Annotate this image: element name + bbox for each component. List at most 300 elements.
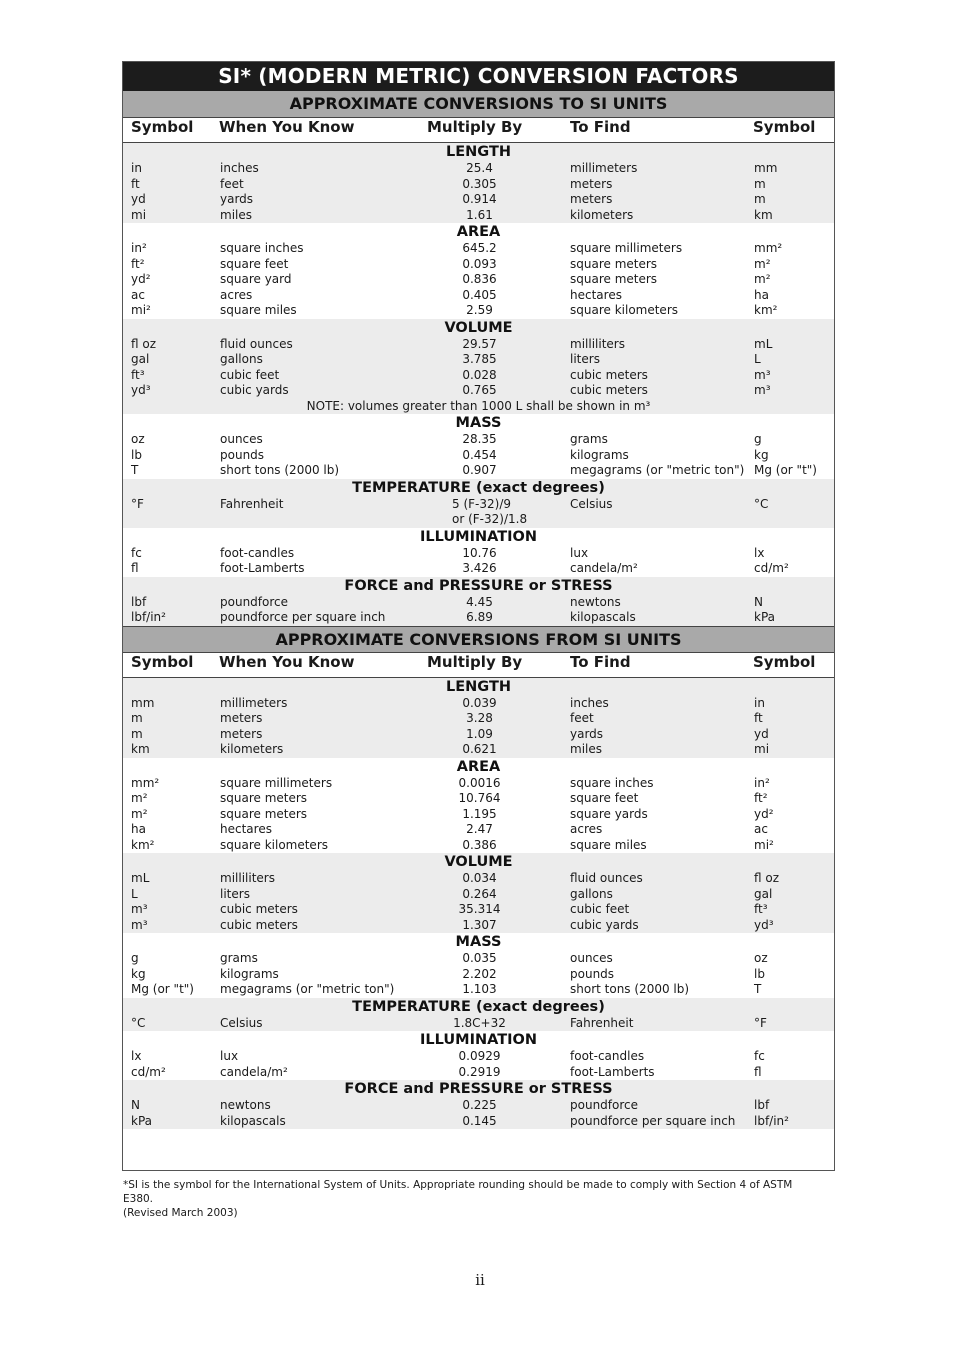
section-title: ILLUMINATION [420, 1032, 537, 1048]
cell-symbol: °F [131, 496, 144, 511]
cell-multiply-by: 0.145 [462, 1113, 497, 1128]
cell-when-you-know: short tons (2000 lb) [220, 463, 340, 477]
cell-symbol-result: mi [754, 742, 770, 756]
cell-symbol-result: lb [754, 966, 765, 981]
cell-when-you-know: hectares [220, 822, 272, 836]
cell-to-find: kilograms [570, 447, 629, 462]
cell-to-find: pounds [570, 966, 615, 981]
section [123, 319, 834, 415]
cell-symbol-result: m³ [754, 367, 771, 382]
cell-when-you-know: ounces [220, 432, 263, 446]
cell-symbol-result: m² [754, 256, 771, 271]
cell-to-find: cubic meters [570, 367, 648, 382]
cell-when-you-know: cubic meters [220, 902, 298, 916]
cell-symbol: km [131, 742, 150, 756]
cell-symbol: in² [131, 241, 147, 255]
to-si-heading: APPROXIMATE CONVERSIONS TO SI UNITS [123, 91, 834, 118]
cell-symbol: oz [131, 432, 145, 446]
column-when-you-know: When You Know [219, 118, 355, 136]
table-row [123, 512, 834, 528]
cell-symbol-result: mm² [754, 241, 783, 255]
cell-when-you-know: square yard [220, 272, 292, 286]
table-row [123, 807, 834, 823]
column-symbol: Symbol [131, 118, 194, 136]
table-row [123, 918, 834, 934]
table-row [123, 352, 834, 368]
cell-symbol-result: gal [754, 886, 773, 901]
cell-to-find: grams [570, 432, 608, 446]
cell-when-you-know: miles [220, 207, 252, 222]
cell-to-find: kilometers [570, 207, 634, 222]
table-row [123, 303, 834, 319]
cell-to-find: gallons [570, 886, 613, 901]
table-row [123, 1016, 834, 1032]
section-title: MASS [455, 934, 502, 950]
section [123, 758, 834, 854]
cell-when-you-know: millimeters [220, 695, 288, 710]
cell-to-find: millimeters [570, 161, 638, 175]
table-row [123, 982, 834, 998]
cell-symbol-result: mm [754, 161, 778, 175]
cell-when-you-know: yards [220, 192, 254, 206]
cell-multiply-by: 0.039 [462, 695, 497, 710]
cell-symbol-result: lx [754, 545, 765, 560]
cell-symbol: lbf/in² [131, 610, 166, 624]
cell-symbol-result: oz [754, 951, 768, 965]
cell-symbol-result: km² [754, 303, 778, 317]
cell-when-you-know: foot-Lamberts [220, 561, 305, 575]
cell-multiply-by: 29.57 [462, 336, 497, 351]
cell-symbol-result: Mg (or "t") [754, 463, 817, 477]
cell-symbol-result: yd [754, 726, 769, 741]
cell-to-find: acres [570, 822, 603, 836]
table-row [123, 177, 834, 193]
section [123, 143, 834, 223]
cell-to-find: short tons (2000 lb) [570, 982, 690, 996]
column-symbol-result: Symbol [753, 118, 816, 136]
table-row [123, 711, 834, 727]
cell-when-you-know: pounds [220, 447, 265, 462]
cell-symbol: mm [131, 695, 155, 710]
section-title: AREA [456, 758, 501, 775]
cell-symbol-result: ft [754, 711, 763, 725]
cell-symbol-result: lbf/in² [754, 1113, 789, 1128]
cell-symbol-result: m [754, 176, 766, 191]
cell-symbol: kg [131, 966, 146, 981]
cell-multiply-by: 10.764 [458, 791, 501, 805]
cell-multiply-by: 3.426 [462, 561, 497, 575]
cell-symbol: yd [131, 192, 146, 206]
cell-to-find: square meters [570, 256, 658, 271]
cell-to-find: cubic feet [570, 902, 630, 916]
cell-to-find: square meters [570, 272, 658, 286]
to-si-body [123, 143, 834, 626]
column-when-you-know: When You Know [219, 652, 355, 671]
cell-when-you-know: square meters [220, 806, 308, 821]
cell-symbol: L [131, 886, 138, 901]
cell-when-you-know: cubic feet [220, 367, 280, 382]
cell-when-you-know: feet [220, 176, 244, 191]
cell-symbol: yd³ [131, 383, 151, 397]
cell-when-you-know: square feet [220, 256, 289, 271]
cell-symbol: mL [131, 871, 150, 885]
to-si-column-headers [123, 118, 834, 143]
cell-multiply-by: 6.89 [466, 610, 493, 624]
cell-when-you-know: megagrams (or "metric ton") [220, 982, 395, 996]
table-row [123, 595, 834, 611]
cell-when-you-know: cubic meters [220, 917, 298, 932]
cell-to-find: foot-Lamberts [570, 1064, 655, 1079]
table-row [123, 192, 834, 208]
section-title: TEMPERATURE (exact degrees) [352, 998, 605, 1015]
cell-to-find: candela/m² [570, 561, 638, 575]
cell-symbol: m² [131, 791, 148, 805]
table-row [123, 241, 834, 257]
table-row [123, 497, 834, 513]
table-row [123, 887, 834, 903]
cell-multiply-by: or (F-32)/1.8 [452, 512, 528, 526]
section-note: NOTE: volumes greater than 1000 L shall be shown in m³ [306, 398, 651, 413]
table-row [123, 967, 834, 983]
cell-to-find: miles [570, 742, 602, 756]
cell-multiply-by: 0.225 [462, 1098, 497, 1112]
cell-symbol: cd/m² [131, 1064, 166, 1079]
footnote-text: *SI is the symbol for the International System of Units. Appropriate rounding should be made to comply with Section 4 of ASTM E380. [123, 1179, 793, 1205]
section-title: FORCE and PRESSURE or STRESS [344, 577, 613, 594]
cell-multiply-by: 0.264 [462, 886, 497, 901]
cell-multiply-by: 0.386 [462, 837, 497, 852]
cell-symbol-result: kg [754, 447, 769, 462]
cell-multiply-by: 0.914 [462, 192, 497, 206]
table-row [123, 610, 834, 626]
cell-multiply-by: 0.035 [462, 951, 497, 965]
cell-to-find: meters [570, 192, 613, 206]
cell-multiply-by: 3.28 [466, 711, 493, 725]
cell-multiply-by: 0.836 [462, 272, 497, 286]
table-row [123, 696, 834, 712]
cell-symbol: kPa [131, 1113, 152, 1128]
cell-symbol-result: ft² [754, 791, 768, 805]
cell-when-you-know: milliliters [220, 871, 275, 885]
table-title: SI* (MODERN METRIC) CONVERSION FACTORS [123, 62, 834, 91]
cell-multiply-by: 3.785 [462, 352, 497, 366]
cell-symbol: lx [131, 1049, 142, 1063]
cell-to-find: square yards [570, 806, 648, 821]
cell-symbol-result: T [754, 982, 762, 996]
table-row [123, 902, 834, 918]
cell-symbol-result: mi² [754, 837, 774, 852]
cell-symbol: km² [131, 837, 155, 852]
cell-symbol: m³ [131, 902, 148, 916]
cell-when-you-know: poundforce [220, 594, 289, 609]
cell-symbol-result: mL [754, 336, 773, 351]
cell-symbol-result: fc [754, 1049, 765, 1063]
cell-multiply-by: 645.2 [462, 241, 497, 255]
cell-symbol: ac [131, 287, 145, 302]
column-multiply-by: Multiply By [427, 118, 523, 136]
cell-symbol: gal [131, 352, 150, 366]
section-title: AREA [456, 224, 501, 240]
section-title: LENGTH [446, 678, 511, 695]
cell-to-find: Fahrenheit [570, 1015, 634, 1030]
cell-symbol: lb [131, 447, 142, 462]
section [123, 479, 834, 528]
section [123, 998, 834, 1032]
section-title: LENGTH [446, 144, 511, 160]
table-row [123, 1065, 834, 1081]
cell-symbol-result: lbf [754, 1098, 770, 1112]
cell-symbol: °C [131, 1015, 146, 1030]
cell-multiply-by: 2.59 [466, 303, 493, 317]
cell-multiply-by: 0.305 [462, 176, 497, 191]
cell-when-you-know: cubic yards [220, 383, 289, 397]
cell-to-find: lux [570, 545, 589, 560]
cell-symbol: fc [131, 545, 142, 560]
table-row [123, 951, 834, 967]
cell-to-find: kilopascals [570, 610, 636, 624]
cell-symbol: ft³ [131, 367, 145, 382]
cell-symbol-result: yd³ [754, 917, 774, 932]
cell-when-you-know: meters [220, 726, 263, 741]
cell-multiply-by: 1.195 [462, 806, 497, 821]
table-row [123, 727, 834, 743]
table-row [123, 208, 834, 224]
section [123, 528, 834, 577]
cell-symbol-result: m [754, 192, 766, 206]
cell-multiply-by: 0.454 [462, 447, 497, 462]
table-row [123, 257, 834, 273]
table-row [123, 822, 834, 838]
table-row [123, 838, 834, 854]
from-si-column-headers [123, 653, 834, 678]
cell-when-you-know: foot-candles [220, 545, 295, 560]
cell-symbol: m [131, 711, 143, 725]
cell-when-you-know: liters [220, 886, 250, 901]
cell-multiply-by: 28.35 [462, 432, 497, 446]
column-symbol: Symbol [131, 652, 194, 671]
section [123, 678, 834, 758]
footnote [123, 1178, 823, 1220]
cell-when-you-know: acres [220, 287, 253, 302]
section [123, 853, 834, 933]
table-row [123, 561, 834, 577]
cell-multiply-by: 1.8C+32 [453, 1015, 506, 1030]
table-row [123, 776, 834, 792]
table-row [123, 432, 834, 448]
table-row [123, 337, 834, 353]
cell-when-you-know: inches [220, 161, 259, 175]
table-row [123, 463, 834, 479]
cell-symbol-result: ac [754, 822, 768, 836]
cell-to-find: poundforce [570, 1098, 639, 1112]
cell-when-you-know: kilometers [220, 742, 284, 756]
section [123, 414, 834, 479]
cell-multiply-by: 0.093 [462, 256, 497, 271]
section [123, 1080, 834, 1129]
cell-symbol: ft [131, 176, 140, 191]
cell-symbol: yd² [131, 272, 151, 286]
conversion-table [122, 61, 835, 1171]
cell-to-find: foot-candles [570, 1049, 645, 1063]
cell-multiply-by: 0.0929 [458, 1049, 501, 1063]
cell-symbol: Mg (or "t") [131, 982, 194, 996]
cell-multiply-by: 4.45 [466, 594, 493, 609]
cell-to-find: megagrams (or "metric ton") [570, 463, 745, 477]
cell-to-find: square inches [570, 775, 654, 790]
cell-multiply-by: 2.47 [466, 822, 493, 836]
cell-to-find: hectares [570, 287, 622, 302]
cell-to-find: feet [570, 711, 594, 725]
cell-to-find: milliliters [570, 336, 625, 351]
section [123, 1031, 834, 1080]
cell-symbol-result: g [754, 432, 762, 446]
cell-when-you-know: candela/m² [220, 1064, 288, 1079]
cell-when-you-know: fluid ounces [220, 336, 293, 351]
cell-symbol-result: in² [754, 775, 770, 790]
section-title: FORCE and PRESSURE or STRESS [344, 1081, 613, 1097]
cell-symbol-result: in [754, 695, 765, 710]
section-title: MASS [455, 415, 502, 431]
cell-symbol-result: ft³ [754, 902, 768, 916]
cell-symbol-result: kPa [754, 610, 775, 624]
cell-when-you-know: square kilometers [220, 837, 328, 852]
cell-symbol-result: fl oz [754, 871, 780, 885]
cell-when-you-know: square meters [220, 791, 308, 805]
cell-symbol-result: °C [754, 496, 769, 511]
cell-symbol: ft² [131, 256, 145, 271]
cell-symbol: g [131, 951, 139, 965]
section [123, 933, 834, 998]
cell-symbol-result: °F [754, 1015, 767, 1030]
cell-multiply-by: 0.621 [462, 742, 497, 756]
cell-symbol-result: cd/m² [754, 561, 789, 575]
cell-to-find: Celsius [570, 496, 613, 511]
cell-multiply-by: 0.0016 [458, 775, 501, 790]
cell-when-you-know: square inches [220, 241, 304, 255]
cell-symbol-result: m³ [754, 383, 771, 397]
column-to-find: To Find [570, 652, 631, 671]
cell-to-find: ounces [570, 951, 613, 965]
cell-multiply-by: 0.2919 [458, 1064, 501, 1079]
table-row [123, 288, 834, 304]
cell-when-you-know: square miles [220, 303, 297, 317]
column-multiply-by: Multiply By [427, 652, 523, 671]
cell-symbol: mi² [131, 303, 151, 317]
column-symbol-result: Symbol [753, 652, 816, 671]
section-title: TEMPERATURE (exact degrees) [352, 479, 605, 496]
cell-symbol: m² [131, 806, 148, 821]
table-row [123, 161, 834, 177]
cell-to-find: meters [570, 176, 613, 191]
cell-symbol-result: N [754, 594, 763, 609]
cell-multiply-by: 0.405 [462, 287, 497, 302]
cell-symbol: m³ [131, 917, 148, 932]
cell-when-you-know: kilograms [220, 966, 279, 981]
table-row [123, 1114, 834, 1130]
from-si-heading: APPROXIMATE CONVERSIONS FROM SI UNITS [123, 626, 834, 653]
cell-to-find: yards [570, 726, 604, 741]
cell-symbol-result: L [754, 352, 761, 366]
cell-symbol: ha [131, 822, 146, 836]
cell-to-find: square kilometers [570, 303, 678, 317]
cell-symbol: T [131, 463, 139, 477]
cell-when-you-know: grams [220, 951, 258, 965]
cell-symbol-result: yd² [754, 806, 774, 821]
cell-to-find: cubic yards [570, 917, 639, 932]
cell-multiply-by: 0.034 [462, 871, 497, 885]
cell-symbol: in [131, 161, 142, 175]
cell-multiply-by: 5 (F-32)/9 [452, 496, 511, 511]
cell-to-find: liters [570, 352, 600, 366]
table-row [123, 1098, 834, 1114]
cell-when-you-know: poundforce per square inch [220, 610, 386, 624]
cell-to-find: fluid ounces [570, 871, 643, 885]
cell-to-find: poundforce per square inch [570, 1113, 736, 1128]
cell-multiply-by: 0.765 [462, 383, 497, 397]
table-row [123, 272, 834, 288]
cell-symbol: fl oz [131, 336, 157, 351]
cell-when-you-know: lux [220, 1049, 239, 1063]
revision-note: (Revised March 2003) [123, 1207, 238, 1219]
cell-when-you-know: square millimeters [220, 775, 333, 790]
table-row [123, 368, 834, 384]
section-title: ILLUMINATION [420, 528, 537, 545]
cell-multiply-by: 1.61 [466, 207, 493, 222]
cell-multiply-by: 1.103 [462, 982, 497, 996]
cell-when-you-know: meters [220, 711, 263, 725]
column-to-find: To Find [570, 118, 631, 136]
section-title: VOLUME [444, 854, 513, 870]
cell-symbol: fl [131, 561, 139, 575]
cell-symbol-result: fl [754, 1064, 762, 1079]
cell-symbol: mi [131, 207, 147, 222]
section-title: VOLUME [444, 319, 513, 336]
cell-symbol: lbf [131, 594, 147, 609]
cell-multiply-by: 2.202 [462, 966, 497, 981]
cell-to-find: cubic meters [570, 383, 648, 397]
cell-when-you-know: kilopascals [220, 1113, 286, 1128]
cell-when-you-know: gallons [220, 352, 263, 366]
cell-when-you-know: Celsius [220, 1015, 263, 1030]
cell-symbol: mm² [131, 775, 160, 790]
cell-to-find: square feet [570, 791, 639, 805]
cell-to-find: inches [570, 695, 609, 710]
cell-multiply-by: 0.907 [462, 463, 497, 477]
table-row [123, 742, 834, 758]
table-row [123, 448, 834, 464]
cell-when-you-know: Fahrenheit [220, 496, 284, 511]
section [123, 223, 834, 319]
cell-multiply-by: 25.4 [466, 161, 493, 175]
table-row [123, 546, 834, 562]
cell-symbol-result: ha [754, 287, 769, 302]
cell-multiply-by: 1.307 [462, 917, 497, 932]
cell-multiply-by: 1.09 [466, 726, 493, 741]
section [123, 577, 834, 626]
page-number: ii [475, 1271, 485, 1289]
cell-symbol: m [131, 726, 143, 741]
cell-when-you-know: newtons [220, 1098, 271, 1112]
table-row [123, 383, 834, 399]
table-row [123, 871, 834, 887]
cell-symbol: N [131, 1098, 140, 1112]
cell-symbol-result: m² [754, 272, 771, 286]
cell-symbol-result: km [754, 207, 773, 222]
cell-multiply-by: 35.314 [458, 902, 501, 916]
cell-multiply-by: 0.028 [462, 367, 497, 382]
cell-to-find: square miles [570, 837, 647, 852]
cell-to-find: square millimeters [570, 241, 683, 255]
